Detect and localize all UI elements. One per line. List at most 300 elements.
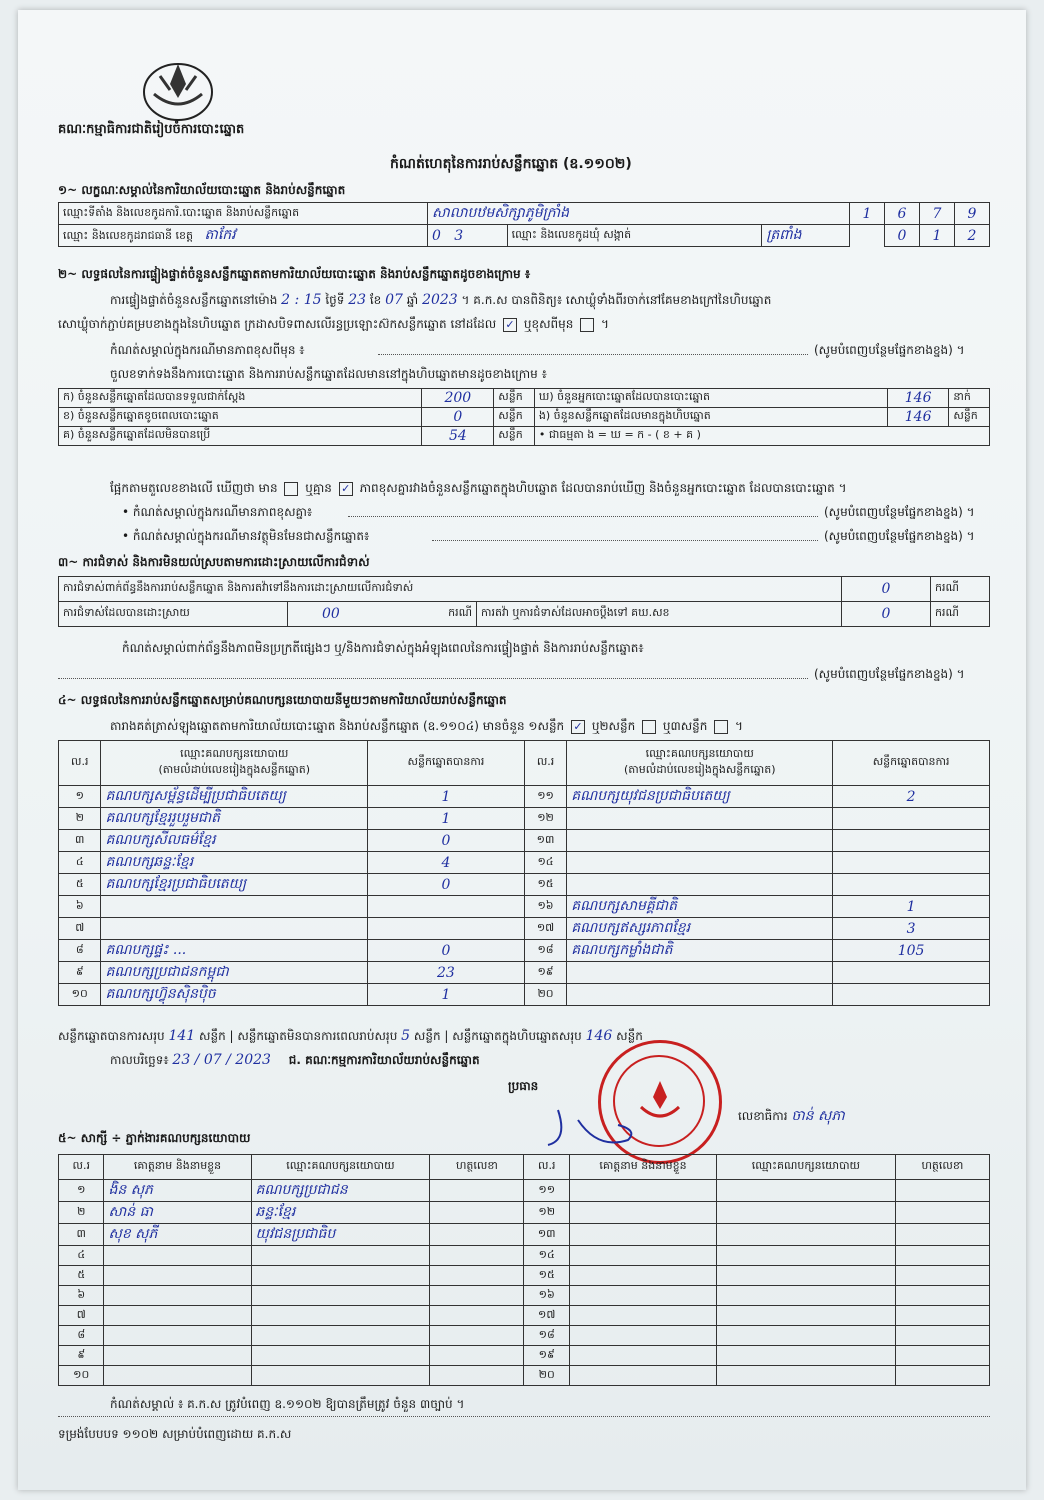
chair-signature-icon — [538, 1100, 658, 1160]
witness-table — [58, 1154, 990, 1386]
count-unit: សន្លឹក — [949, 408, 990, 427]
total-valid: 141 — [168, 1028, 196, 1044]
seal-line: សោឃ្លុំចាក់ភ្ជាប់គម្របខាងក្នុងនៃហិបឆ្នោត ក្រដាសបិទពាសលើរន្ធប្រឡោះស៊កសន្លឹកឆ្នោត នៅដដែល ✓ ឬខុសពីមុន ។ — [58, 317, 609, 331]
row-no: ៩ — [59, 962, 101, 984]
count-value: 54 — [422, 427, 494, 446]
party-name — [567, 962, 833, 984]
appeal-label: ការតវ៉ា ឬការជំទាស់ដែលអាចប្តឹងទៅ គឃ.សខ — [477, 602, 842, 627]
row-no: ៤ — [59, 852, 101, 874]
row-no: ៥ — [59, 1266, 104, 1286]
appeal-value: 0 — [842, 602, 931, 627]
row-no: ៣ — [59, 1224, 104, 1246]
witness-name — [569, 1286, 716, 1306]
note-line — [378, 354, 808, 355]
witness-party: ឆន្ទៈខ្មែរ — [251, 1202, 430, 1224]
party-votes — [833, 984, 990, 1006]
witness-party — [717, 1180, 896, 1202]
row-no: ១៥ — [524, 874, 567, 896]
code-digit: 6 — [885, 203, 920, 225]
footer-rule — [58, 1416, 990, 1417]
col-sign: ហត្ថលេខា — [895, 1155, 989, 1180]
party-votes: 105 — [833, 940, 990, 962]
party-name: គណបក្សសីលធម៌ខ្មែរ — [101, 830, 368, 852]
verification-month: 07 — [385, 292, 403, 308]
witness-name — [104, 1286, 251, 1306]
col-party-sub: (តាមលំដាប់លេខរៀងក្នុងសន្លឹកឆ្នោត) — [158, 763, 311, 776]
col-name: គោត្តនាម និងនាមខ្លួន — [104, 1155, 251, 1180]
party-name — [567, 874, 833, 896]
row-no: ១៦ — [524, 896, 567, 918]
results-table — [58, 740, 990, 1006]
witness-party — [251, 1346, 430, 1366]
witness-signature — [430, 1180, 524, 1202]
row-no: ៦ — [59, 896, 101, 918]
code-digit: 9 — [955, 203, 990, 225]
row-no: ៨ — [59, 1326, 104, 1346]
col-votes: សន្លឹកឆ្នោតបានការ — [833, 741, 990, 786]
code-digit: 0 — [885, 225, 920, 247]
row-no: ១ — [59, 1180, 104, 1202]
party-name — [101, 918, 368, 940]
table-row — [59, 1366, 990, 1386]
party-votes: 0 — [368, 940, 525, 962]
party-votes — [368, 896, 525, 918]
witness-party — [717, 1246, 896, 1266]
party-name: គណបក្សប្រជាជនកម្ពុជា — [101, 962, 368, 984]
count-value: 146 — [887, 408, 948, 427]
section4-heading: ៤~ លទ្ធផលនៃការរាប់សន្លឹកឆ្នោតសម្រាប់គណបក្សនយោបាយនីមួយៗតាមការិយាល័យរាប់សន្លឹកឆ្នោត — [58, 693, 507, 707]
col-votes: សន្លឹកឆ្នោតបានការ — [368, 741, 525, 786]
party-name — [101, 896, 368, 918]
row-no: ១៣ — [524, 1224, 569, 1246]
party-votes: 2 — [833, 786, 990, 808]
witness-party — [251, 1246, 430, 1266]
table-row — [59, 808, 990, 830]
secretary-line — [738, 1108, 845, 1124]
compare-text: ផ្អែកតាមតួលេខខាងលើ ឃើញថា មាន — [110, 481, 278, 495]
fill-note: (សូមបំពេញបន្ថែមផ្នែកខាងខ្នង) ។ — [814, 667, 965, 681]
location-value: សាលាបឋមសិក្សាភូមិក្រាំង — [428, 203, 850, 225]
row-no: ៩ — [59, 1346, 104, 1366]
party-name — [567, 830, 833, 852]
col-no: ល.រ — [524, 741, 567, 786]
count-label: ឃ) ចំនួនអ្នកបោះឆ្នោតដែលបានបោះឆ្នោត — [534, 389, 887, 408]
commune-value: ត្រពាំង — [762, 225, 850, 247]
witness-signature — [430, 1366, 524, 1386]
witness-party — [717, 1326, 896, 1346]
party-votes: 0 — [368, 830, 525, 852]
party-votes: 4 — [368, 852, 525, 874]
row-no: ៦ — [59, 1286, 104, 1306]
code-digit: 0 — [432, 227, 441, 244]
row-no: ១៤ — [524, 1246, 569, 1266]
party-votes — [833, 830, 990, 852]
count-unit: សន្លឹក — [494, 408, 535, 427]
row-no: ៨ — [59, 940, 101, 962]
col-sign: ហត្ថលេខា — [430, 1155, 524, 1180]
total-valid-label: សន្លឹកឆ្នោតបានការសរុប — [58, 1029, 165, 1043]
party-name: គណបក្សឥស្សរភាពខ្មែរ — [567, 918, 833, 940]
row-no: ៣ — [59, 830, 101, 852]
row-no: ២ — [59, 1202, 104, 1224]
section2-heading: ២~ លទ្ធផលនៃការផ្ទៀងផ្ទាត់ចំនួនសន្លឹកឆ្នោតតាមការិយាល័យបោះឆ្នោត និងរាប់សន្លឹកឆ្នោតដូចខាងក្រោម ៖ — [58, 267, 531, 281]
note-line — [348, 516, 818, 517]
row-no: ១៩ — [524, 962, 567, 984]
party-votes — [833, 962, 990, 984]
table-row — [59, 1306, 990, 1326]
compare-line — [110, 480, 847, 496]
complaint-label: ការជំទាស់ពាក់ព័ន្ធនឹងការរាប់សន្លឹកឆ្នោត និងការតវ៉ាទៅនឹងការដោះស្រាយលើការជំទាស់ — [59, 577, 842, 602]
table-row — [59, 852, 990, 874]
bullet-foreign: • កំណត់សម្គាល់ក្នុងករណីមានវត្ថុមិនមែនជាសន្លឹកឆ្នោត៖ — [122, 529, 370, 543]
code-digit: 1 — [920, 225, 955, 247]
total-box-label: សន្លឹកឆ្នោតក្នុងហិបឆ្នោតសរុប — [452, 1029, 582, 1043]
complaint-unit: ករណី — [931, 577, 990, 602]
row-no: ១២ — [524, 808, 567, 830]
table-row — [59, 1246, 990, 1266]
commune-label: ឈ្មោះ និងលេខកូដឃុំ សង្កាត់ — [507, 225, 762, 247]
province-label — [59, 225, 428, 247]
count-label: ក) ចំនួនសន្លឹកឆ្នោតដែលបានទទួលជាក់ស្តែង — [59, 389, 422, 408]
date-value: 23 / 07 / 2023 — [172, 1052, 271, 1068]
note-line — [432, 540, 818, 541]
witness-name — [104, 1306, 251, 1326]
party-name: គណបក្សឆន្ទៈខ្មែរ — [101, 852, 368, 874]
witness-party — [717, 1202, 896, 1224]
note-diff-label: កំណត់សម្គាល់ក្នុងករណីមានភាពខុសពីមុន ៖ — [110, 343, 305, 357]
verification-text-2: ។ គ.ក.ស បានពិនិត្យ៖ សោឃ្លុំទាំងពីរចាក់នៅគែមខាងក្រៅនៃហិបឆ្នោត — [461, 293, 772, 307]
party-name: គណបក្សសាមគ្គីជាតិ — [567, 896, 833, 918]
witness-signature — [430, 1202, 524, 1224]
witness-party — [251, 1266, 430, 1286]
footnote: កំណត់សម្គាល់ ៖ គ.ក.ស ត្រូវបំពេញ ឧ.១១០២ ឱ្យបានត្រឹមត្រូវ ចំនួន ៣ច្បាប់ ។ — [110, 1397, 465, 1411]
witness-name — [569, 1366, 716, 1386]
row-no: ១៧ — [524, 1306, 569, 1326]
totals-line: សន្លឹកឆ្នោតបានការសរុប 141 សន្លឹក | សន្លឹកឆ្នោតមិនបានការពេលរាប់សរុប 5 សន្លឹក | សន្លឹកឆ្នោតក្នុងហិបឆ្នោតសរុប 146 សន្លឹក — [58, 1028, 643, 1044]
code-digit: 1 — [850, 203, 885, 225]
document-page — [18, 10, 1026, 1490]
secretary-label: លេខាធិការ — [738, 1109, 788, 1123]
row-no: ១៦ — [524, 1286, 569, 1306]
resolved-text: ការជំទាស់ដែលបានដោះស្រាយ — [63, 606, 190, 619]
code-digit: 7 — [920, 203, 955, 225]
row-no: ១៨ — [524, 940, 567, 962]
two-sheet-label: ឬ២សន្លឹក — [591, 719, 636, 733]
col-party — [101, 741, 368, 786]
province-code — [428, 225, 508, 247]
witness-signature — [430, 1286, 524, 1306]
two-sheet-checkbox — [642, 720, 656, 734]
party-votes — [833, 874, 990, 896]
party-votes — [368, 918, 525, 940]
note-line — [58, 678, 808, 679]
table-row — [59, 1266, 990, 1286]
party-name: គណបក្សហ៊្វុនស៊ិនប៉ិច — [101, 984, 368, 1006]
party-votes: 1 — [833, 896, 990, 918]
row-no: ១២ — [524, 1202, 569, 1224]
col-party-sub: (តាមលំដាប់លេខរៀងក្នុងសន្លឹកឆ្នោត) — [623, 763, 776, 776]
witness-name — [569, 1326, 716, 1346]
resolved-cell — [288, 602, 477, 627]
irregularity-note: កំណត់សម្គាល់ពាក់ព័ន្ធនឹងភាពមិនប្រក្រតីផ្សេងៗ ឬ/និងការជំទាស់ក្នុងអំឡុងពេលនៃការផ្ទៀងផ្ទាត់ និងការរាប់សន្លឹកឆ្នោត៖ — [122, 641, 644, 655]
table-row — [59, 940, 990, 962]
row-no: ១៩ — [524, 1346, 569, 1366]
witness-signature — [430, 1224, 524, 1246]
count-label: គ) ចំនួនសន្លឹកឆ្នោតដែលមិនបានប្រើ — [59, 427, 422, 446]
table-row — [59, 896, 990, 918]
party-name: គណបក្សសម្ព័ន្ធដើម្បីប្រជាធិបតេយ្យ — [101, 786, 368, 808]
row-no: ២០ — [524, 1366, 569, 1386]
section1-heading: ១~ លក្ខណៈសម្គាល់នៃការិយាល័យបោះឆ្នោត និងរាប់សន្លឹកឆ្នោត — [58, 183, 346, 197]
chair-label: ប្រធាន — [508, 1079, 539, 1093]
witness-name: ងិន សុភ — [104, 1180, 251, 1202]
row-no: ២ — [59, 808, 101, 830]
code-spacer — [850, 225, 885, 247]
witness-party — [251, 1306, 430, 1326]
total-invalid: 5 — [401, 1028, 411, 1044]
changed-checkbox — [580, 318, 594, 332]
party-votes: 1 — [368, 786, 525, 808]
row-no: ៥ — [59, 874, 101, 896]
row-no: ១៤ — [524, 852, 567, 874]
witness-party — [717, 1266, 896, 1286]
witness-party — [251, 1326, 430, 1346]
table-row — [59, 1346, 990, 1366]
complaint-value: 0 — [842, 577, 931, 602]
witness-signature — [430, 1306, 524, 1326]
count-value: 200 — [422, 389, 494, 408]
party-votes: 0 — [368, 874, 525, 896]
party-name: គណបក្សកម្លាំងជាតិ — [567, 940, 833, 962]
unit: សន្លឹក — [413, 1029, 441, 1043]
location-table — [58, 202, 990, 247]
resolved-label — [59, 602, 288, 627]
tally-line: តារាងគត់ត្រាស់ឡុងឆ្នោតតាមការិយាល័យបោះឆ្នោត និងរាប់សន្លឹកឆ្នោត (ឧ.១១០៤) មានចំនួន ១សន្លឹក ✓ ឬ២សន្លឹក ឬ៣សន្លឹក ។ — [110, 719, 743, 733]
witness-party — [717, 1346, 896, 1366]
witness-signature — [430, 1266, 524, 1286]
party-votes: 23 — [368, 962, 525, 984]
date-label: កាលបរិច្ឆេទ៖ — [110, 1053, 169, 1067]
party-votes — [833, 852, 990, 874]
total-box: 146 — [585, 1028, 613, 1044]
three-sheet-label: ឬ៣សន្លឹក — [662, 719, 708, 733]
table-row — [59, 830, 990, 852]
party-votes — [833, 808, 990, 830]
col-party — [567, 741, 833, 786]
same-checkbox: ✓ — [503, 318, 517, 332]
code-digit: 2 — [955, 225, 990, 247]
witness-name — [569, 1246, 716, 1266]
no-diff-checkbox: ✓ — [339, 482, 353, 496]
witness-name — [104, 1246, 251, 1266]
year-label: ឆ្នាំ — [406, 293, 419, 307]
witness-name — [569, 1266, 716, 1286]
three-sheet-checkbox — [714, 720, 728, 734]
table-row — [59, 874, 990, 896]
witness-signature — [895, 1286, 989, 1306]
row-no: ១០ — [59, 984, 101, 1006]
row-no: ៧ — [59, 1306, 104, 1326]
witness-party — [717, 1366, 896, 1386]
witness-signature — [895, 1306, 989, 1326]
party-name — [567, 984, 833, 1006]
form-title: កំណត់ហេតុនៃការរាប់សន្លឹកឆ្នោត (ឧ.១១០២) — [390, 156, 632, 172]
table-row — [59, 1180, 990, 1202]
witness-name: សុខ សុភី — [104, 1224, 251, 1246]
witness-party — [251, 1286, 430, 1306]
complaints-table — [58, 576, 990, 627]
col-party: ឈ្មោះគណបក្សនយោបាយ — [717, 1155, 896, 1180]
verification-year: 2023 — [422, 292, 458, 308]
total-invalid-label: សន្លឹកឆ្នោតមិនបានការពេលរាប់សរុប — [237, 1029, 398, 1043]
appeal-unit: ករណី — [931, 602, 990, 627]
row-no: ១១ — [524, 786, 567, 808]
count-label: ង) ចំនួនសន្លឹកឆ្នោតដែលមានក្នុងហិបឆ្នោត — [534, 408, 887, 427]
col-no: ល.រ — [59, 1155, 104, 1180]
party-votes: 3 — [833, 918, 990, 940]
party-votes: 1 — [368, 808, 525, 830]
row-no: ៧ — [59, 918, 101, 940]
count-label: ខ) ចំនួនសន្លឹកឆ្នោតខូចពេលបោះឆ្នោត — [59, 408, 422, 427]
party-name: គណបក្សខ្មែររួបរួមជាតិ — [101, 808, 368, 830]
witness-signature — [430, 1246, 524, 1266]
unit: សន្លឹក — [199, 1029, 226, 1043]
unit: សន្លឹក — [616, 1029, 643, 1043]
col-party-text: ឈ្មោះគណបក្សនយោបាយ — [645, 747, 754, 760]
fill-note: (សូមបំពេញបន្ថែមផ្នែកខាងខ្នង) ។ — [824, 529, 975, 543]
table-row — [59, 1286, 990, 1306]
witness-party — [251, 1366, 430, 1386]
row-no: ១៣ — [524, 830, 567, 852]
witness-signature — [895, 1202, 989, 1224]
seal-text: សោឃ្លុំចាក់ភ្ជាប់គម្របខាងក្នុងនៃហិបឆ្នោត ក្រដាសបិទពាសលើរន្ធប្រឡោះស៊កសន្លឹកឆ្នោត នៅដដែល — [58, 317, 497, 331]
table-row — [59, 984, 990, 1006]
count-value: 0 — [422, 408, 494, 427]
emblem-icon — [140, 54, 216, 124]
verification-day: 23 — [348, 292, 367, 308]
row-no: ១៧ — [524, 918, 567, 940]
row-no: ១០ — [59, 1366, 104, 1386]
compare-text-2: ភាពខុសគ្នារវាងចំនួនសន្លឹកឆ្នោតក្នុងហិបឆ្នោត ដែលបានរាប់ឃើញ និងចំនួនអ្នកបោះឆ្នោត ដែលបានបោះឆ្នោត ។ — [359, 481, 847, 495]
witness-signature — [895, 1246, 989, 1266]
witness-party — [717, 1224, 896, 1246]
section5-heading: ៥~ សាក្សី ÷ ភ្នាក់ងារគណបក្សនយោបាយ — [58, 1131, 251, 1145]
data-intro: ចួលខទាក់ទងនឹងការបោះឆ្នោត និងការរាប់សន្លឹកឆ្នោតដែលមាននៅក្នុងហិបឆ្នោតមានដូចខាងក្រោម ៖ — [110, 367, 547, 381]
table-row — [59, 786, 990, 808]
row-no: ១១ — [524, 1180, 569, 1202]
col-name: គោត្តនាម និងនាមខ្លួន — [569, 1155, 716, 1180]
month-label: ខែ — [369, 293, 382, 307]
witness-signature — [430, 1346, 524, 1366]
code-digit: 3 — [454, 227, 464, 244]
location-label: ឈ្មោះទីតាំង និងលេខកូដការិ.បោះឆ្នោត និងរាប់សន្លឹកឆ្នោត — [59, 203, 428, 225]
table-row — [59, 1326, 990, 1346]
witness-name — [569, 1202, 716, 1224]
table-row — [59, 962, 990, 984]
one-sheet-checkbox: ✓ — [571, 720, 585, 734]
province-label-text: ឈ្មោះ និងលេខកូដរាជធានី ខេត្ត — [63, 229, 193, 242]
witness-name — [569, 1224, 716, 1246]
fill-note: (សូមបំពេញបន្ថែមផ្នែកខាងខ្នង) ។ — [814, 343, 965, 357]
row-no: ១៥ — [524, 1266, 569, 1286]
committee-label: ជ. គណៈកម្មការការិយាល័យរាប់សន្លឹកឆ្នោត — [288, 1053, 480, 1067]
bullet-diff: • កំណត់សម្គាល់ក្នុងករណីមានភាពខុសគ្នា៖ — [122, 505, 313, 519]
witness-signature — [430, 1326, 524, 1346]
tally-text: តារាងគត់ត្រាស់ឡុងឆ្នោតតាមការិយាល័យបោះឆ្នោត និងរាប់សន្លឹកឆ្នោត (ឧ.១១០៤) មានចំនួន ១សន្លឹក — [110, 719, 565, 733]
col-party-text: ឈ្មោះគណបក្សនយោបាយ — [180, 747, 289, 760]
form-footer: ទម្រង់បែបបទ ១១០២ សម្រាប់បំពេញដោយ គ.ក.ស — [58, 1427, 292, 1441]
col-no: ល.រ — [524, 1155, 569, 1180]
table-row — [59, 1202, 990, 1224]
witness-signature — [895, 1346, 989, 1366]
resolved-unit: ករណី — [448, 606, 472, 619]
party-votes: 1 — [368, 984, 525, 1006]
verification-line — [110, 292, 771, 308]
fill-note: (សូមបំពេញបន្ថែមផ្នែកខាងខ្នង) ។ — [824, 505, 975, 519]
witness-party — [717, 1286, 896, 1306]
has-diff-checkbox — [284, 482, 298, 496]
section3-heading: ៣~ ការជំទាស់ និងការមិនយល់ស្របតាមការដោះស្រាយលើការជំទាស់ — [58, 555, 370, 569]
count-unit: សន្លឹក — [494, 427, 535, 446]
party-name: គណបក្សខ្មែរប្រជាធិបតេយ្យ — [101, 874, 368, 896]
province-value: តាកែវ — [204, 227, 236, 243]
table-row — [59, 1224, 990, 1246]
col-no: ល.រ — [59, 741, 101, 786]
row-no: ១៨ — [524, 1326, 569, 1346]
witness-name — [104, 1346, 251, 1366]
witness-signature — [895, 1224, 989, 1246]
date-line — [110, 1052, 480, 1068]
witness-name — [569, 1306, 716, 1326]
verification-text: ការផ្ទៀងផ្ទាត់ចំនួនសន្លឹកឆ្នោតនៅម៉ោង — [110, 293, 278, 307]
day-label: ថ្ងៃទី — [325, 293, 345, 307]
witness-name — [569, 1346, 716, 1366]
table-row — [59, 918, 990, 940]
verification-time: 2 : 15 — [281, 292, 322, 308]
witness-name — [569, 1180, 716, 1202]
witness-party — [717, 1306, 896, 1326]
witness-signature — [895, 1326, 989, 1346]
count-unit: សន្លឹក — [494, 389, 535, 408]
party-name: គណបក្សផ្ទះ ... — [101, 940, 368, 962]
col-party: ឈ្មោះគណបក្សនយោបាយ — [251, 1155, 430, 1180]
row-no: ១ — [59, 786, 101, 808]
party-name — [567, 808, 833, 830]
count-unit: នាក់ — [949, 389, 990, 408]
no-diff-label: ឬគ្មាន — [305, 481, 332, 495]
witness-name — [104, 1266, 251, 1286]
secretary-signature: ចាន់ សុភា — [791, 1108, 845, 1124]
formula: • ជាធម្មតា ង = ឃ = ក - ( ខ + គ ) — [534, 427, 989, 446]
witness-signature — [895, 1266, 989, 1286]
counts-table — [58, 388, 990, 446]
count-value: 146 — [887, 389, 948, 408]
witness-signature — [895, 1366, 989, 1386]
witness-party: យុវជនប្រជាធិប — [251, 1224, 430, 1246]
party-name — [567, 852, 833, 874]
org-name: គណៈកម្មាធិការជាតិរៀបចំការបោះឆ្នោត — [58, 122, 245, 137]
changed-label: ឬខុសពីមុន — [523, 317, 574, 331]
witness-name — [104, 1326, 251, 1346]
witness-party: គណបក្សប្រជាជន — [251, 1180, 430, 1202]
row-no: ៤ — [59, 1246, 104, 1266]
row-no: ២០ — [524, 984, 567, 1006]
party-name: គណបក្សយុវជនប្រជាធិបតេយ្យ — [567, 786, 833, 808]
witness-name: សាន់ ធា — [104, 1202, 251, 1224]
resolved-value: 00 — [322, 606, 340, 622]
witness-signature — [895, 1180, 989, 1202]
witness-name — [104, 1366, 251, 1386]
